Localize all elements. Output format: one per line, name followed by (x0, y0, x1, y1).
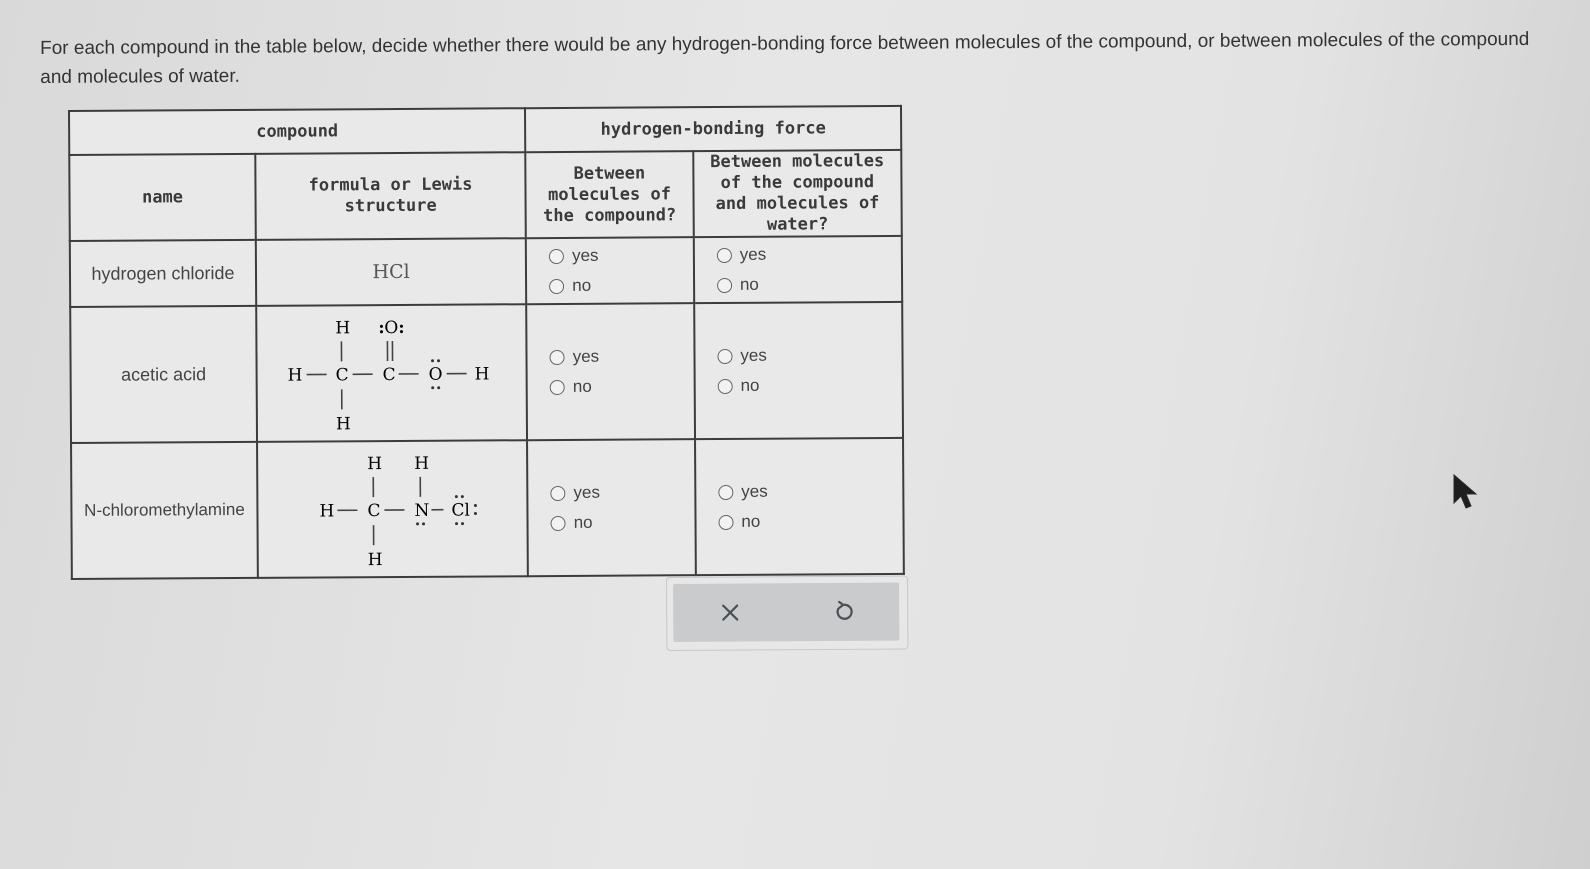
hbond-self-cell (526, 237, 694, 304)
undo-icon[interactable] (831, 600, 855, 624)
radio-circle-icon[interactable] (551, 515, 566, 530)
radio-no-ncma-self[interactable] (551, 513, 593, 533)
hbond-water-cell (695, 438, 904, 575)
mouse-pointer-icon (1451, 473, 1479, 513)
radio-circle-icon[interactable] (549, 248, 564, 263)
svg-text:H: H (367, 454, 383, 475)
formula-hcl: HCl (256, 238, 527, 306)
radio-circle-icon[interactable] (550, 349, 565, 364)
compound-name: hydrogen chloride (70, 240, 256, 307)
svg-text:C: C (382, 365, 396, 386)
col-header-formula: formula or Lewis structure (255, 152, 526, 240)
col-header-between-water: Between molecules of the compound and molecules of water? (693, 150, 902, 237)
answer-action-bar (666, 576, 908, 651)
radio-circle-icon[interactable] (549, 278, 564, 293)
radio-no-hcl-self[interactable] (549, 276, 591, 296)
option-label: no (573, 512, 593, 532)
svg-text:O: O (428, 364, 443, 385)
radio-circle-icon[interactable] (717, 348, 732, 363)
radio-circle-icon[interactable] (718, 514, 733, 529)
instructions-text: For each compound in the table below, decide whether there would be any hydrogen-bonding force between molecules of the compound, or between molecules of the compound and molecules of water. (40, 28, 1530, 88)
lewis-structure-acetic-acid (256, 304, 527, 475)
radio-yes-acetic-self[interactable] (550, 347, 600, 367)
option-label: yes (740, 345, 767, 365)
col-header-name: name (69, 154, 256, 241)
svg-text:H: H (414, 453, 430, 474)
hbond-water-cell (694, 236, 903, 303)
hbond-table (68, 105, 905, 580)
clear-button[interactable] (710, 592, 750, 632)
lewis-structure-n-chloromethylamine (257, 440, 528, 578)
svg-text:C: C (367, 501, 381, 522)
radio-yes-ncma-water[interactable] (718, 482, 768, 502)
svg-text:H (319, 501, 334, 521)
acetic-acid-structure (280, 310, 503, 475)
option-label: no (572, 376, 592, 396)
svg-text:Cl: Cl (451, 500, 471, 521)
hbond-self-cell (527, 439, 696, 576)
radio-yes-hcl-water[interactable] (717, 245, 767, 265)
svg-text:H: H (367, 550, 383, 571)
option-label: no (740, 375, 760, 395)
table-row (70, 236, 902, 307)
hbond-water-cell (694, 302, 903, 439)
table-row (71, 438, 904, 579)
svg-text:N: N (414, 500, 430, 521)
undo-button[interactable] (823, 592, 863, 632)
radio-no-ncma-water[interactable] (718, 512, 760, 532)
svg-text:O: O (384, 317, 399, 339)
svg-text::: : (398, 317, 405, 338)
radio-no-acetic-self[interactable] (550, 377, 592, 397)
radio-no-hcl-water[interactable] (717, 275, 759, 295)
option-label: yes (571, 245, 599, 265)
compound-name: N-chloromethylamine (71, 442, 258, 579)
radio-circle-icon[interactable] (550, 485, 565, 500)
n-chloromethylamine-structure (297, 446, 488, 571)
option-label: yes (741, 481, 768, 501)
radio-circle-icon[interactable] (717, 277, 732, 292)
option-label: no (572, 275, 592, 295)
col-header-between-compound: Between molecules of the compound? (525, 151, 693, 238)
svg-text:C: C (335, 365, 349, 386)
svg-text:H: H (335, 414, 351, 435)
option-label: yes (573, 482, 601, 502)
close-icon[interactable] (719, 602, 741, 624)
radio-yes-hcl-self[interactable] (549, 246, 599, 266)
action-bar-inner (673, 583, 899, 642)
hbond-group-header: hydrogen-bonding force (525, 106, 901, 152)
compound-group-header: compound (69, 108, 525, 155)
svg-text::: : (378, 318, 385, 339)
option-label: no (739, 274, 759, 294)
table-row (70, 302, 903, 443)
radio-no-acetic-water[interactable] (717, 376, 759, 396)
hbond-table-card (68, 105, 905, 576)
option-label: yes (572, 346, 600, 366)
radio-circle-icon[interactable] (550, 379, 565, 394)
svg-text:H: H (335, 318, 351, 339)
compound-name: acetic acid (70, 306, 257, 443)
svg-text:H: H (319, 501, 335, 522)
radio-circle-icon[interactable] (717, 247, 732, 262)
radio-yes-acetic-water[interactable] (717, 346, 767, 366)
radio-circle-icon[interactable] (718, 378, 733, 393)
option-label: no (741, 511, 761, 531)
hbond-self-cell (526, 303, 695, 440)
svg-text:H: H (287, 365, 303, 386)
radio-yes-ncma-self[interactable] (550, 483, 600, 503)
radio-circle-icon[interactable] (718, 484, 733, 499)
option-label: yes (739, 244, 767, 264)
